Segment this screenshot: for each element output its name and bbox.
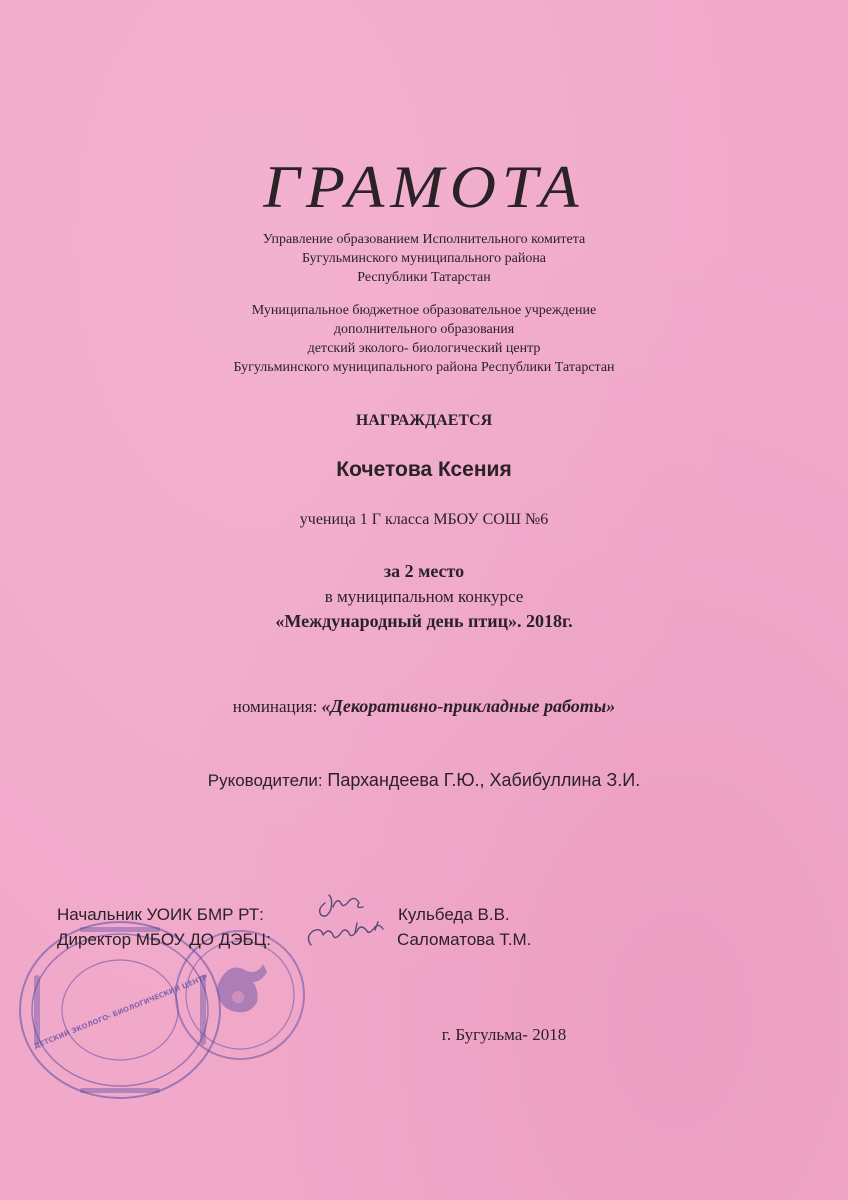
signatory-1-name: Кульбеда В.В. — [398, 905, 510, 924]
signature-image — [305, 885, 400, 955]
contest-name: «Международный день птиц». 2018г. — [275, 611, 573, 631]
org1-line-2: Бугульминского муниципального района — [301, 251, 547, 266]
nomination — [0, 696, 848, 717]
contest-intro: в муниципальном конкурсе — [324, 587, 524, 606]
recipient-name: Кочетова Ксения — [336, 458, 512, 481]
award-place: за 2 место — [383, 561, 465, 581]
place-date: г. Бугульма- 2018 — [441, 1025, 567, 1044]
document-title: ГРАМОТА — [263, 152, 585, 221]
org2-line-3: детский эколого- биологический центр — [307, 341, 541, 356]
nomination-label: номинация: — [232, 697, 318, 716]
org2-line-4: Бугульминского муниципального района Республики Татарстан — [233, 360, 615, 375]
issuing-institution — [0, 301, 848, 377]
recipient-info: ученица 1 Г класса МБОУ СОШ №6 — [299, 511, 549, 528]
stamp-center-text: ДЕТСКИЙ ЭКОЛОГО- БИОЛОГИЧЕСКИЙ ЦЕНТР — [32, 973, 209, 1051]
org2-line-1: Муниципальное бюджетное образовательное учреждение — [251, 303, 597, 318]
leaders-value: Пархандеева Г.Ю., Хабибуллина З.И. — [327, 770, 641, 790]
signatory-2-role: Директор МБОУ ДО ДЭБЦ: — [57, 930, 271, 949]
org1-line-1: Управление образованием Исполнительного комитета — [262, 232, 586, 247]
signatory-1-role: Начальник УОИК БМР РТ: — [57, 905, 264, 924]
nomination-value: «Декоративно-прикладные работы» — [321, 696, 616, 716]
org1-line-3: Республики Татарстан — [357, 270, 491, 285]
emblem-icon — [217, 964, 267, 1012]
awarded-label: НАГРАЖДАЕТСЯ — [355, 412, 493, 429]
org2-line-2: дополнительного образования — [333, 322, 515, 337]
leaders — [0, 770, 848, 791]
signatory-2-name: Саломатова Т.М. — [397, 930, 532, 949]
leaders-label: Руководители: — [207, 771, 323, 790]
issuing-authority — [0, 230, 848, 287]
